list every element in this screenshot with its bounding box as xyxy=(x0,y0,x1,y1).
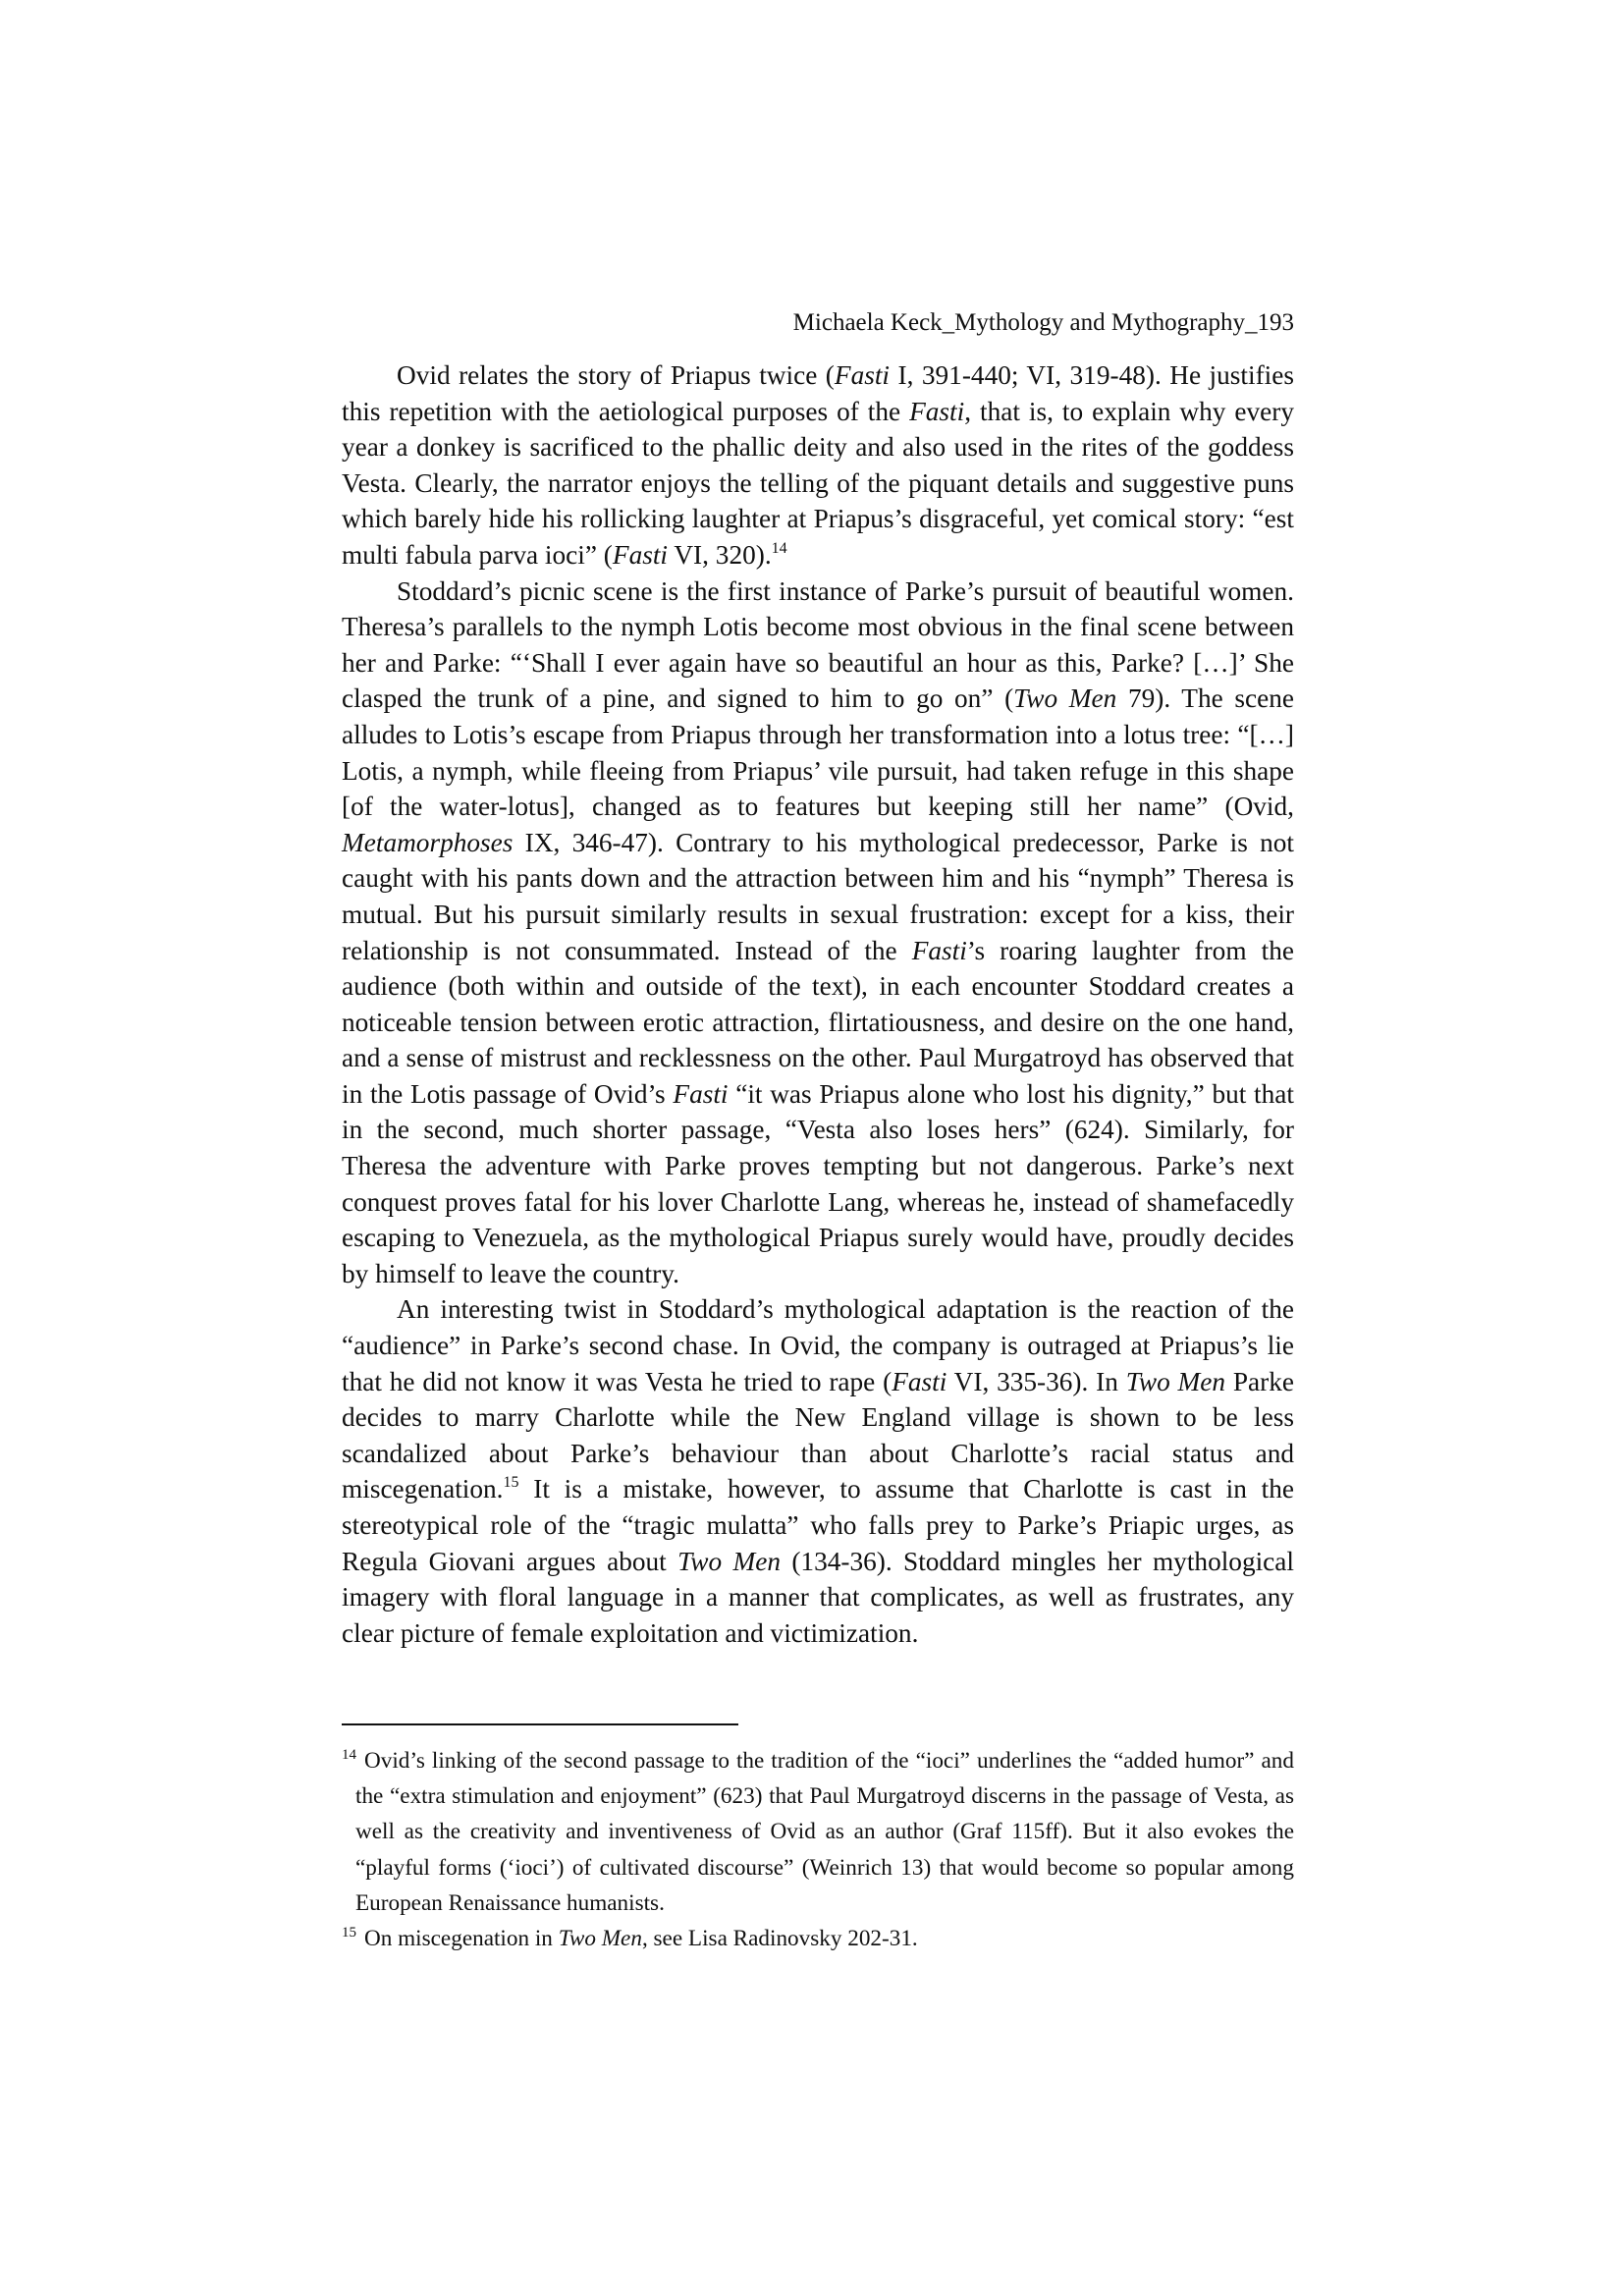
text-run: Stoddard’s picnic scene is the first instance of Parke’s pursuit of beautiful women. Theresa’s parallels to the nymph Lotis become most obvious in the final scene between her and Parke: “‘Shall I ever again have so beautiful an hour as this, Parke? […]’ She clasped the trunk of a pine, and signed to him to go on” ( xyxy=(342,575,1294,714)
footnote-15 xyxy=(342,1921,1294,1956)
text-run: (134-36). Stoddard mingles her mythological imagery with floral language in a manner that complicates, as well as frustrates, any clear picture of female exploitation and victimization. xyxy=(342,1546,1294,1648)
text-run: “it was Priapus alone who lost his dignity,” but that in the second, much shorter passage, “Vesta also loses hers” (624). Similarly, for Theresa the adventure with Parke proves tempting but not dangerous. Parke’s next conquest proves fatal for his lover Charlotte Lang, whereas he, instead of shamefacedly escaping to Venezuela, as the mythological Priapus surely would have, proudly decides by himself to leave the country. xyxy=(342,1078,1294,1288)
italic-title: Fasti xyxy=(911,935,967,965)
italic-title: Two Men xyxy=(1013,683,1117,714)
text-run: IX, 346-47). Contrary to his mythological predecessor, Parke is not caught with his pants down and the attraction between him and his “nymph” Theresa is mutual. But his pursuit similarly results in sexual frustration: except for a kiss, their relationship is not consummated. Instead of the xyxy=(342,827,1294,965)
italic-title: Fasti xyxy=(909,396,965,426)
footnote-reference: 15 xyxy=(503,1474,519,1492)
footnotes xyxy=(342,1743,1294,1956)
text-run: 79). The scene alludes to Lotis’s escape from Priapus through her transformation into a lotus tree: “[…] Lotis, a nymph, while fleeing from Priapus’ vile pursuit, had taken refuge in this shape [of the water-lotus], changed as to features but keeping still her name” (Ovid, xyxy=(342,683,1294,822)
italic-title: Two Men xyxy=(677,1546,781,1576)
footnote-divider xyxy=(342,1723,738,1725)
italic-title: Fasti xyxy=(612,539,669,570)
paragraph-1 xyxy=(342,357,1294,574)
paragraph-2 xyxy=(342,574,1294,1292)
italic-title: Fasti xyxy=(673,1078,729,1109)
italic-title: Two Men xyxy=(1125,1366,1226,1396)
paragraph-3 xyxy=(342,1291,1294,1651)
italic-title: Fasti xyxy=(892,1366,947,1396)
text-run: VI, 320). xyxy=(668,539,772,570)
footnote-reference: 14 xyxy=(771,539,787,557)
main-text xyxy=(342,357,1294,1651)
footnote-number: 14 xyxy=(342,1747,356,1763)
text-run: It is a mistake, however, to assume that Charlotte is cast in the stereotypical role of the “tragic mulatta” who falls prey to Parke’s Priapic urges, as Regula Giovani argues about xyxy=(342,1474,1294,1576)
running-head: Michaela Keck_Mythology and Mythography_193 xyxy=(792,309,1294,336)
text-run: , that is, to explain why every year a donkey is sacrificed to the phallic deity and also used in the rites of the goddess Vesta. Clearly, the narrator enjoys the telling of the piquant details and suggestive puns which barely hide his rollicking laughter at Priapus’s disgraceful, yet comical story: “est multi fabula parva ioci” ( xyxy=(342,396,1294,570)
footnote-text: , see Lisa Radinovsky 202-31. xyxy=(641,1926,918,1952)
text-run: Parke decides to marry Charlotte while the New England village is shown to be less scandalized about Parke’s behaviour than about Charlotte’s racial status and miscegenation. xyxy=(342,1366,1294,1504)
text-run: Ovid relates the story of Priapus twice ( xyxy=(397,360,835,390)
footnote-text: On miscegenation in xyxy=(364,1926,559,1952)
footnote-number: 15 xyxy=(342,1925,356,1941)
text-run: VI, 335-36). In xyxy=(947,1366,1126,1396)
text-run: ’s roaring laughter from the audience (both within and outside of the text), in each encounter Stoddard creates a noticeable tension between erotic attraction, flirtatiousness, and desire on the one hand, and a sense of mistrust and recklessness on the other. Paul Murgatroyd has observed that in the Lotis passage of Ovid’s xyxy=(342,935,1294,1109)
italic-title: Metamorphoses xyxy=(342,827,514,857)
italic-title: Two Men xyxy=(558,1926,642,1952)
text-run: An interesting twist in Stoddard’s mythological adaptation is the reaction of the “audience” in Parke’s second chase. In Ovid, the company is outraged at Priapus’s lie that he did not know it was Vesta he tried to rape ( xyxy=(342,1294,1294,1396)
footnote-14 xyxy=(342,1743,1294,1921)
footnote-text: Ovid’s linking of the second passage to the tradition of the “ioci” underlines the “added humor” and the “extra stimulation and enjoyment” (623) that Paul Murgatroyd discerns in the passage of Vesta, as well as the creativity and inventiveness of Ovid as an author (Graf 115ff). But it also evokes the “playful forms (‘ioci’) of cultivated discourse” (Weinrich 13) that would become so popular among European Renaissance humanists. xyxy=(355,1748,1294,1916)
italic-title: Fasti xyxy=(834,360,891,390)
text-run: I, 391-440; VI, 319-48). He justifies this repetition with the aetiological purposes of the xyxy=(342,360,1294,426)
